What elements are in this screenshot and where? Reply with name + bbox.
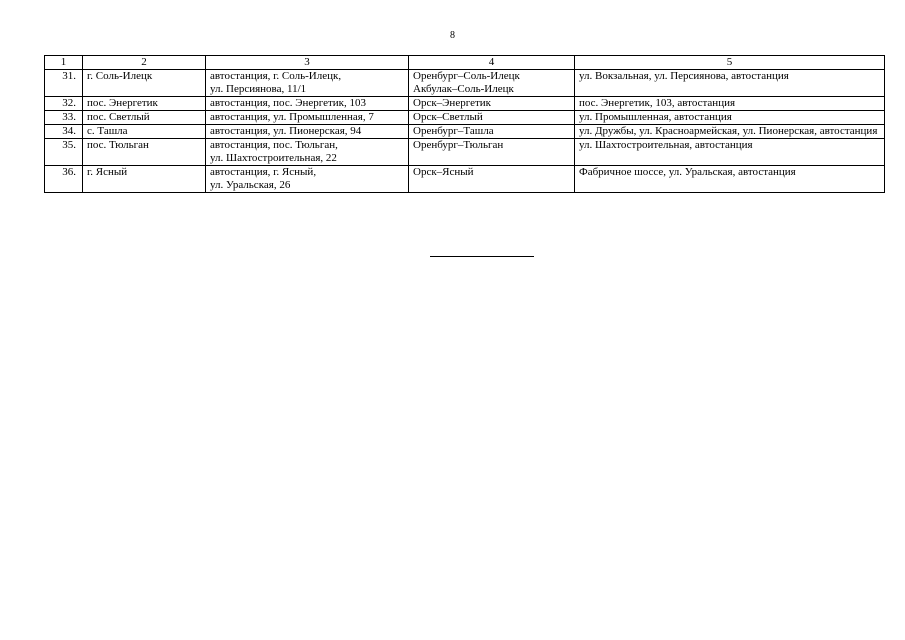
station-line: автостанция, г. Соль-Илецк,	[210, 70, 342, 82]
streets-text: ул. Промышленная, автостанция	[579, 111, 732, 123]
stations-table	[44, 55, 885, 193]
streets-cell	[575, 97, 885, 111]
table-row	[45, 139, 885, 166]
table-row	[45, 70, 885, 97]
page-number: 8	[450, 30, 455, 41]
end-separator-line	[430, 256, 534, 257]
column-header-1: 1	[45, 56, 83, 70]
route-cell	[409, 139, 575, 166]
table-row	[45, 125, 885, 139]
streets-text: ул. Вокзальная, ул. Персиянова, автостанция	[579, 70, 789, 82]
route-line: Оренбург–Соль-Илецк	[413, 70, 520, 82]
station-line: ул. Уральская, 26	[210, 179, 291, 191]
row-number: 31.	[45, 70, 83, 97]
route-cell	[409, 125, 575, 139]
station-line: автостанция, ул. Промышленная, 7	[210, 111, 374, 123]
streets-cell	[575, 166, 885, 193]
route-cell	[409, 70, 575, 97]
station-cell	[206, 111, 409, 125]
station-line: автостанция, ул. Пионерская, 94	[210, 125, 362, 137]
station-cell	[206, 139, 409, 166]
locality-cell: г. Соль-Илецк	[83, 70, 206, 97]
streets-cell	[575, 70, 885, 97]
route-line: Оренбург–Тюльган	[413, 139, 504, 151]
table-row	[45, 111, 885, 125]
route-line: Орск–Энергетик	[413, 97, 491, 109]
column-header-4: 4	[409, 56, 575, 70]
station-cell	[206, 166, 409, 193]
column-header-3: 3	[206, 56, 409, 70]
column-header-2: 2	[83, 56, 206, 70]
route-cell	[409, 111, 575, 125]
table-row	[45, 97, 885, 111]
locality-cell: пос. Энергетик	[83, 97, 206, 111]
locality-cell: пос. Светлый	[83, 111, 206, 125]
route-cell	[409, 97, 575, 111]
table-header-row	[45, 56, 885, 70]
row-number: 32.	[45, 97, 83, 111]
locality-cell: г. Ясный	[83, 166, 206, 193]
streets-text: ул. Дружбы, ул. Красноармейская, ул. Пионерская, автостанция	[579, 125, 878, 137]
station-line: ул. Шахтостроительная, 22	[210, 152, 337, 164]
station-line: автостанция, пос. Тюльган,	[210, 139, 338, 151]
station-cell	[206, 70, 409, 97]
streets-cell	[575, 139, 885, 166]
route-line: Орск–Светлый	[413, 111, 483, 123]
streets-text: Фабричное шоссе, ул. Уральская, автостанция	[579, 166, 796, 178]
locality-cell: пос. Тюльган	[83, 139, 206, 166]
station-line: автостанция, пос. Энергетик, 103	[210, 97, 367, 109]
streets-cell	[575, 111, 885, 125]
route-line: Орск–Ясный	[413, 166, 474, 178]
column-header-5: 5	[575, 56, 885, 70]
station-cell	[206, 97, 409, 111]
route-line: Оренбург–Ташла	[413, 125, 494, 137]
station-line: автостанция, г. Ясный,	[210, 166, 317, 178]
streets-text: пос. Энергетик, 103, автостанция	[579, 97, 736, 109]
station-line: ул. Персиянова, 11/1	[210, 83, 307, 95]
streets-cell	[575, 125, 885, 139]
streets-text: ул. Шахтостроительная, автостанция	[579, 139, 753, 151]
locality-cell: с. Ташла	[83, 125, 206, 139]
row-number: 35.	[45, 139, 83, 166]
station-cell	[206, 125, 409, 139]
table-row	[45, 166, 885, 193]
route-cell	[409, 166, 575, 193]
row-number: 34.	[45, 125, 83, 139]
row-number: 33.	[45, 111, 83, 125]
route-line: Акбулак–Соль-Илецк	[413, 83, 514, 95]
row-number: 36.	[45, 166, 83, 193]
